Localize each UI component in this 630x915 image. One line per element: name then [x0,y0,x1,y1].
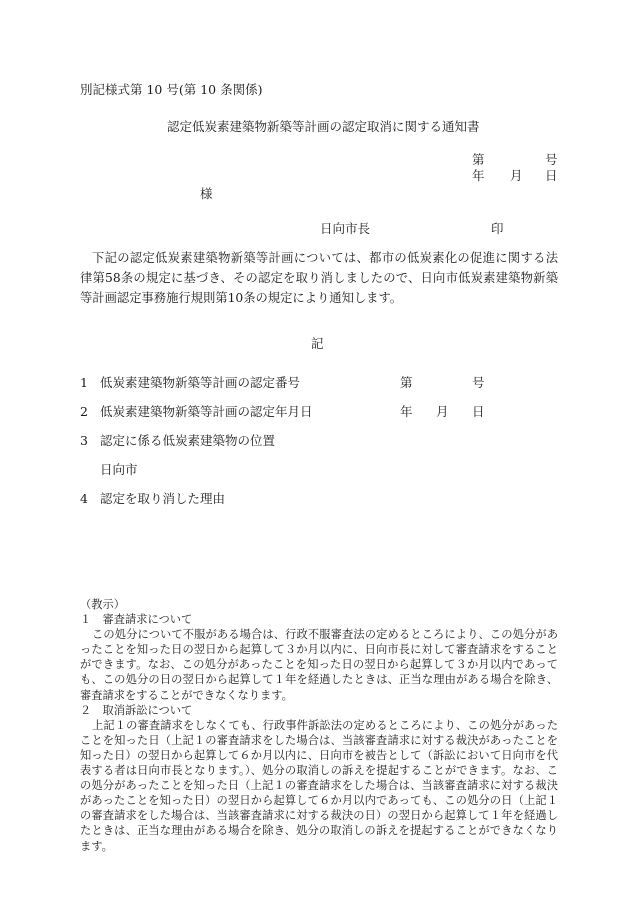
addressee-suffix: 様 [200,186,213,201]
item-1-number: 1 [80,375,88,390]
notice-s2-heading: ２ 取消訴訟について [80,703,193,717]
notice-s1-body: この処分について不服がある場合は、行政不服審査法の定めるところにより、この処分があったことを知った日の翌日から起算して３か月以内に、日向市長に対して審査請求をすることができます。なお、この処分があったことを知った日の翌日から起算して３か月以内であっても、この処分の日の翌日から起算して１年を経過したときは、正当な理由がある場合を除き、審査請求をすることができなくなります。 [80,628,558,702]
item-1-go: 号 [472,375,485,390]
number-go: 号 [545,152,558,167]
notice-title: （教示） [80,598,126,611]
item-4-number: 4 [80,491,88,506]
date-day: 日 [545,168,558,183]
item-2-day: 日 [472,404,485,419]
item-2-number: 2 [80,404,88,419]
item-2-month: 月 [436,404,449,419]
issuer-name: 日向市長 [320,221,371,236]
item-3-label: 認定に係る低炭素建築物の位置 [100,433,276,448]
date-year: 年 [472,168,485,183]
form-label: 別記様式第 10 号(第 10 条関係) [80,82,263,97]
ki-heading: 記 [311,336,324,351]
item-1-dai: 第 [400,375,413,390]
date-month: 月 [510,168,523,183]
item-1-label: 低炭素建築物新築等計画の認定番号 [100,375,301,390]
document-title: 認定低炭素建築物新築等計画の認定取消に関する通知書 [167,119,480,134]
notice-section [80,597,558,854]
number-dai: 第 [472,152,485,167]
seal-mark: 印 [491,221,504,236]
body-paragraph: 下記の認定低炭素建築物新築等計画については、都市の低炭素化の促進に関する法律第58条の規定に基づき、その認定を取り消しましたので、日向市低炭素建築物新築等計画認定事務施行規則第10条の規定により通知します。 [80,251,558,305]
item-2-label: 低炭素建築物新築等計画の認定年月日 [100,404,313,419]
notice-s1-heading: １ 審査請求について [80,613,193,627]
notice-s2-body: 上記１の審査請求をしなくても、行政事件訴訟法の定めるところにより、この処分があったことを知った日（上記１の審査請求をした場合は、当該審査請求に対する裁決があったことを知った日）の翌日から起算して６か月以内に、日向市を被告として（訴訟において日向市を代表する者は日向市長となります。）、処分の取消しの訴えを提起することができます。なお、この処分があったことを知った日（上記１の審査請求をした場合は、当該審査請求に対する裁決があったことを知った日）の翌日から起算して６か月以内であっても、この処分の日（上記１の審査請求をした場合は、当該審査請求に対する裁決の日）の翌日から起算して１年を経過したときは、正当な理由がある場合を除き、処分の取消しの訴えを提起することができなくなります。 [80,718,558,853]
item-4-label: 認定を取り消した理由 [100,491,226,506]
item-3-number: 3 [80,433,88,448]
item-3-value: 日向市 [100,462,138,477]
item-2-year: 年 [400,404,413,419]
